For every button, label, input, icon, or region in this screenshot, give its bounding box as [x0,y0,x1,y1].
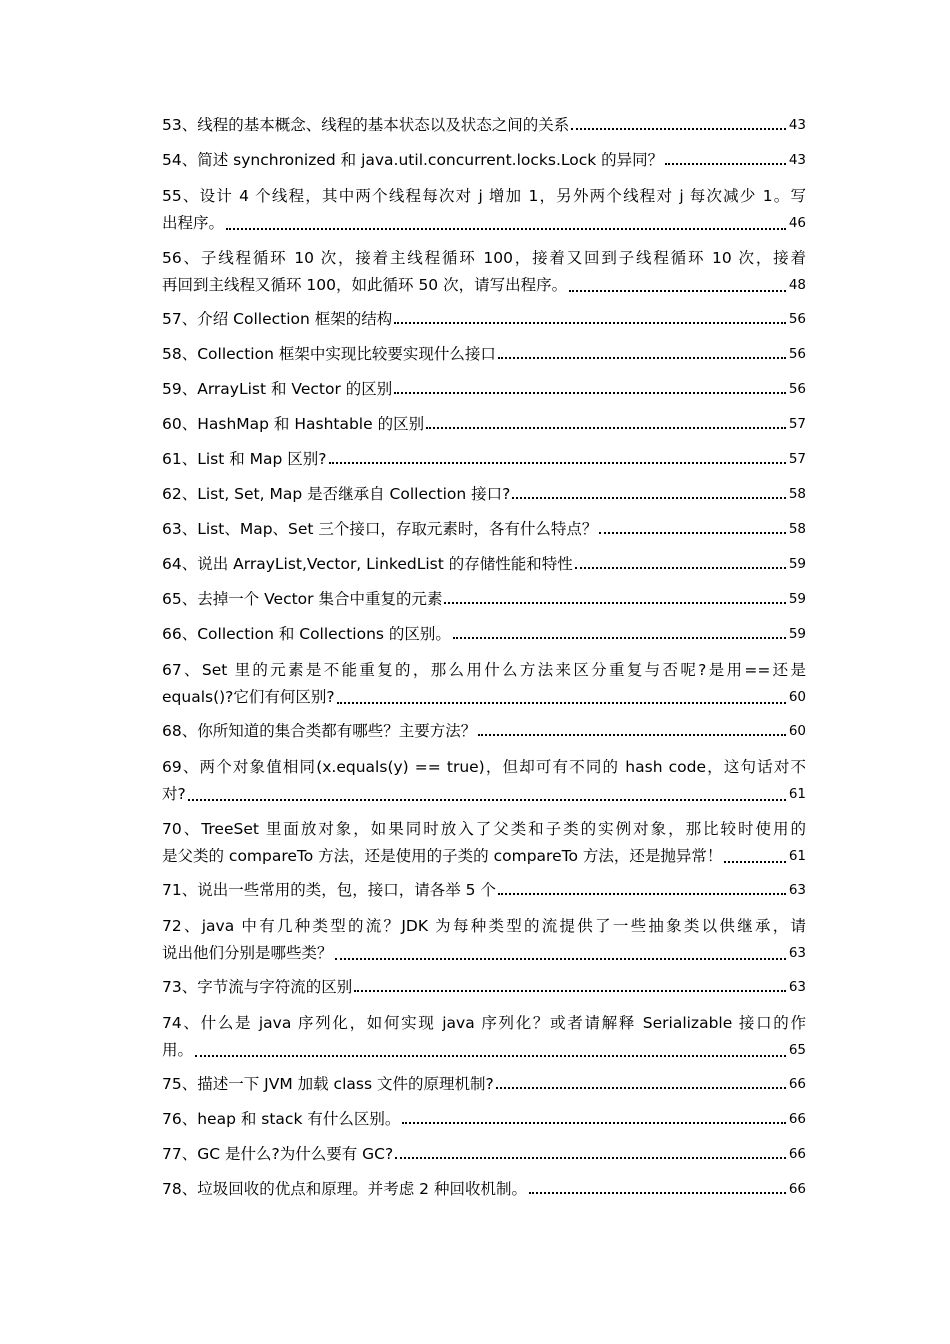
toc-entry-line [162,183,806,210]
toc-entry-title: 59、ArrayList 和 Vector 的区别 [162,380,393,398]
dot-leader [402,1107,785,1131]
toc-page-number: 60 [788,723,806,739]
toc-entry-title: 78、垃圾回收的优点和原理。并考虑 2 种回收机制。 [162,1180,527,1198]
toc-page-number: 43 [788,152,806,168]
toc-page-number: 58 [788,521,806,537]
toc-entry-line [162,843,806,870]
toc-entry[interactable] [162,552,806,576]
toc-entry-title: 74、什么是 java 序列化，如何实现 java 序列化？或者请解释 Serializable 接口的作 [162,1014,806,1032]
dot-leader [571,113,786,137]
toc-entry[interactable] [162,1142,806,1166]
toc-entry-title: 62、List, Set, Map 是否继承自 Collection 接口? [162,485,511,503]
toc-entry-line [162,587,806,611]
toc-entry-line [162,1107,806,1131]
toc-page-number: 56 [788,311,806,327]
toc-entry-title: 64、说出 ArrayList,Vector, LinkedList 的存储性能和特性 [162,555,573,573]
toc-entry-title: 71、说出一些常用的类，包，接口，请各举 5 个 [162,881,496,899]
toc-entry[interactable] [162,517,806,541]
toc-entry-title: 60、HashMap 和 Hashtable 的区别 [162,415,425,433]
dot-leader [394,307,786,331]
dot-leader [599,517,785,541]
dot-leader [575,552,786,576]
toc-entry-title: 76、heap 和 stack 有什么区别。 [162,1110,401,1128]
toc-entry[interactable] [162,377,806,401]
toc-entry-line [162,272,806,299]
toc-entry-title: 对? [162,785,186,803]
toc-page-number: 63 [788,882,806,898]
toc-page-number: 56 [788,346,806,362]
toc-entry-title: 用。 [162,1041,194,1059]
toc-entry-title: 72、java 中有几种类型的流？JDK 为每种类型的流提供了一些抽象类以供继承，请 [162,917,806,935]
toc-entry-title: 是父类的 compareTo 方法，还是使用的子类的 compareTo 方法，还是抛异常！ [162,847,723,865]
dot-leader [724,846,785,870]
toc-entry-line [162,719,806,743]
toc-page-number: 59 [788,556,806,572]
dot-leader [529,1177,786,1201]
toc-entry[interactable] [162,412,806,436]
dot-leader [394,377,786,401]
toc-entry-line [162,657,806,684]
toc-entry-line [162,1142,806,1166]
toc-entry[interactable] [162,1177,806,1201]
toc-entry-line [162,552,806,576]
toc-entry-title: 63、List、Map、Set 三个接口，存取元素时，各有什么特点？ [162,520,598,538]
dot-leader [569,275,786,299]
toc-entry-title: 再回到主线程又循环 100，如此循环 50 次，请写出程序。 [162,276,568,294]
table-of-contents [162,113,806,1212]
dot-leader [329,447,786,471]
toc-entry-line [162,622,806,646]
toc-page-number: 48 [788,277,806,293]
dot-leader [426,412,786,436]
toc-entry-line [162,210,806,237]
toc-entry-title: 54、简述 synchronized 和 java.util.concurrent.locks.Lock 的异同？ [162,151,664,169]
toc-entry-title: 53、线程的基本概念、线程的基本状态以及状态之间的关系 [162,116,570,134]
toc-entry[interactable] [162,657,806,708]
toc-page-number: 66 [788,1076,806,1092]
toc-entry-title: 55、设计 4 个线程，其中两个线程每次对 j 增加 1，另外两个线程对 j 每次减少 1。写 [162,187,806,205]
toc-entry[interactable] [162,183,806,234]
toc-page-number: 65 [788,1042,806,1058]
toc-entry[interactable] [162,975,806,999]
toc-entry[interactable] [162,587,806,611]
toc-entry-line [162,1072,806,1096]
toc-entry[interactable] [162,754,806,805]
toc-entry-line [162,447,806,471]
toc-entry-title: 70、TreeSet 里面放对象，如果同时放入了父类和子类的实例对象，那比较时使用的 [162,820,806,838]
toc-entry[interactable] [162,719,806,743]
dot-leader [188,784,786,808]
toc-entry-title: 出程序。 [162,214,225,232]
toc-entry-line [162,816,806,843]
dot-leader [337,687,786,711]
toc-entry-title: 73、字节流与字符流的区别 [162,978,353,996]
toc-entry-title: 75、描述一下 JVM 加载 class 文件的原理机制? [162,1075,494,1093]
toc-entry[interactable] [162,148,806,172]
toc-page-number: 63 [788,945,806,961]
dot-leader [453,622,786,646]
toc-entry-line [162,307,806,331]
toc-entry-title: 68、你所知道的集合类都有哪些？主要方法？ [162,722,477,740]
toc-entry-title: 77、GC 是什么?为什么要有 GC? [162,1145,394,1163]
toc-entry[interactable] [162,878,806,902]
toc-page-number: 46 [788,215,806,231]
toc-entry-line [162,1037,806,1064]
toc-page-number: 57 [788,451,806,467]
toc-entry-line [162,412,806,436]
toc-entry[interactable] [162,1010,806,1061]
toc-entry-line [162,342,806,366]
toc-entry-title: 65、去掉一个 Vector 集合中重复的元素 [162,590,443,608]
toc-page-number: 59 [788,591,806,607]
dot-leader [395,1142,786,1166]
toc-page-number: 61 [788,848,806,864]
toc-entry[interactable] [162,816,806,867]
toc-entry-title: equals()?它们有何区别? [162,688,335,706]
dot-leader [354,975,786,999]
dot-leader [195,1040,786,1064]
toc-entry[interactable] [162,913,806,964]
toc-page-number: 56 [788,381,806,397]
dot-leader [478,719,786,743]
toc-entry-title: 57、介绍 Collection 框架的结构 [162,310,393,328]
toc-entry-line [162,245,806,272]
toc-entry-line [162,684,806,711]
toc-entry-line [162,517,806,541]
toc-entry-line [162,113,806,137]
toc-entry-line [162,940,806,967]
toc-entry[interactable] [162,622,806,646]
toc-entry-line [162,148,806,172]
toc-entry-title: 说出他们分别是哪些类？ [162,944,333,962]
toc-entry[interactable] [162,342,806,366]
toc-page-number: 66 [788,1111,806,1127]
dot-leader [226,213,786,237]
toc-entry-title: 56、子线程循环 10 次，接着主线程循环 100，接着又回到子线程循环 10 次，接着 [162,249,806,267]
toc-entry[interactable] [162,1072,806,1096]
toc-page-number: 60 [788,689,806,705]
toc-entry[interactable] [162,1107,806,1131]
dot-leader [335,943,786,967]
toc-entry-line [162,878,806,902]
dot-leader [498,342,786,366]
toc-entry-title: 61、List 和 Map 区别? [162,450,327,468]
toc-page-number: 66 [788,1181,806,1197]
toc-page-number: 43 [788,117,806,133]
toc-entry[interactable] [162,113,806,137]
toc-entry-title: 66、Collection 和 Collections 的区别。 [162,625,451,643]
toc-entry-line [162,754,806,781]
toc-entry[interactable] [162,482,806,506]
toc-page-number: 66 [788,1146,806,1162]
toc-entry-title: 58、Collection 框架中实现比较要实现什么接口 [162,345,496,363]
toc-page-number: 61 [788,786,806,802]
toc-page-number: 57 [788,416,806,432]
toc-page-number: 63 [788,979,806,995]
toc-entry-line [162,1010,806,1037]
toc-entry-line [162,781,806,808]
toc-entry-line [162,482,806,506]
dot-leader [444,587,785,611]
toc-entry-title: 67、Set 里的元素是不能重复的，那么用什么方法来区分重复与否呢?是用==还是 [162,661,806,679]
toc-page-number: 59 [788,626,806,642]
toc-entry[interactable] [162,245,806,296]
toc-entry[interactable] [162,447,806,471]
toc-entry-line [162,975,806,999]
dot-leader [496,1072,786,1096]
toc-entry-line [162,913,806,940]
toc-entry-line [162,377,806,401]
dot-leader [498,878,786,902]
toc-entry-title: 69、两个对象值相同(x.equals(y) == true)，但却可有不同的 hash code，这句话对不 [162,758,806,776]
toc-entry[interactable] [162,307,806,331]
dot-leader [512,482,785,506]
dot-leader [665,148,786,172]
toc-page-number: 58 [788,486,806,502]
toc-entry-line [162,1177,806,1201]
